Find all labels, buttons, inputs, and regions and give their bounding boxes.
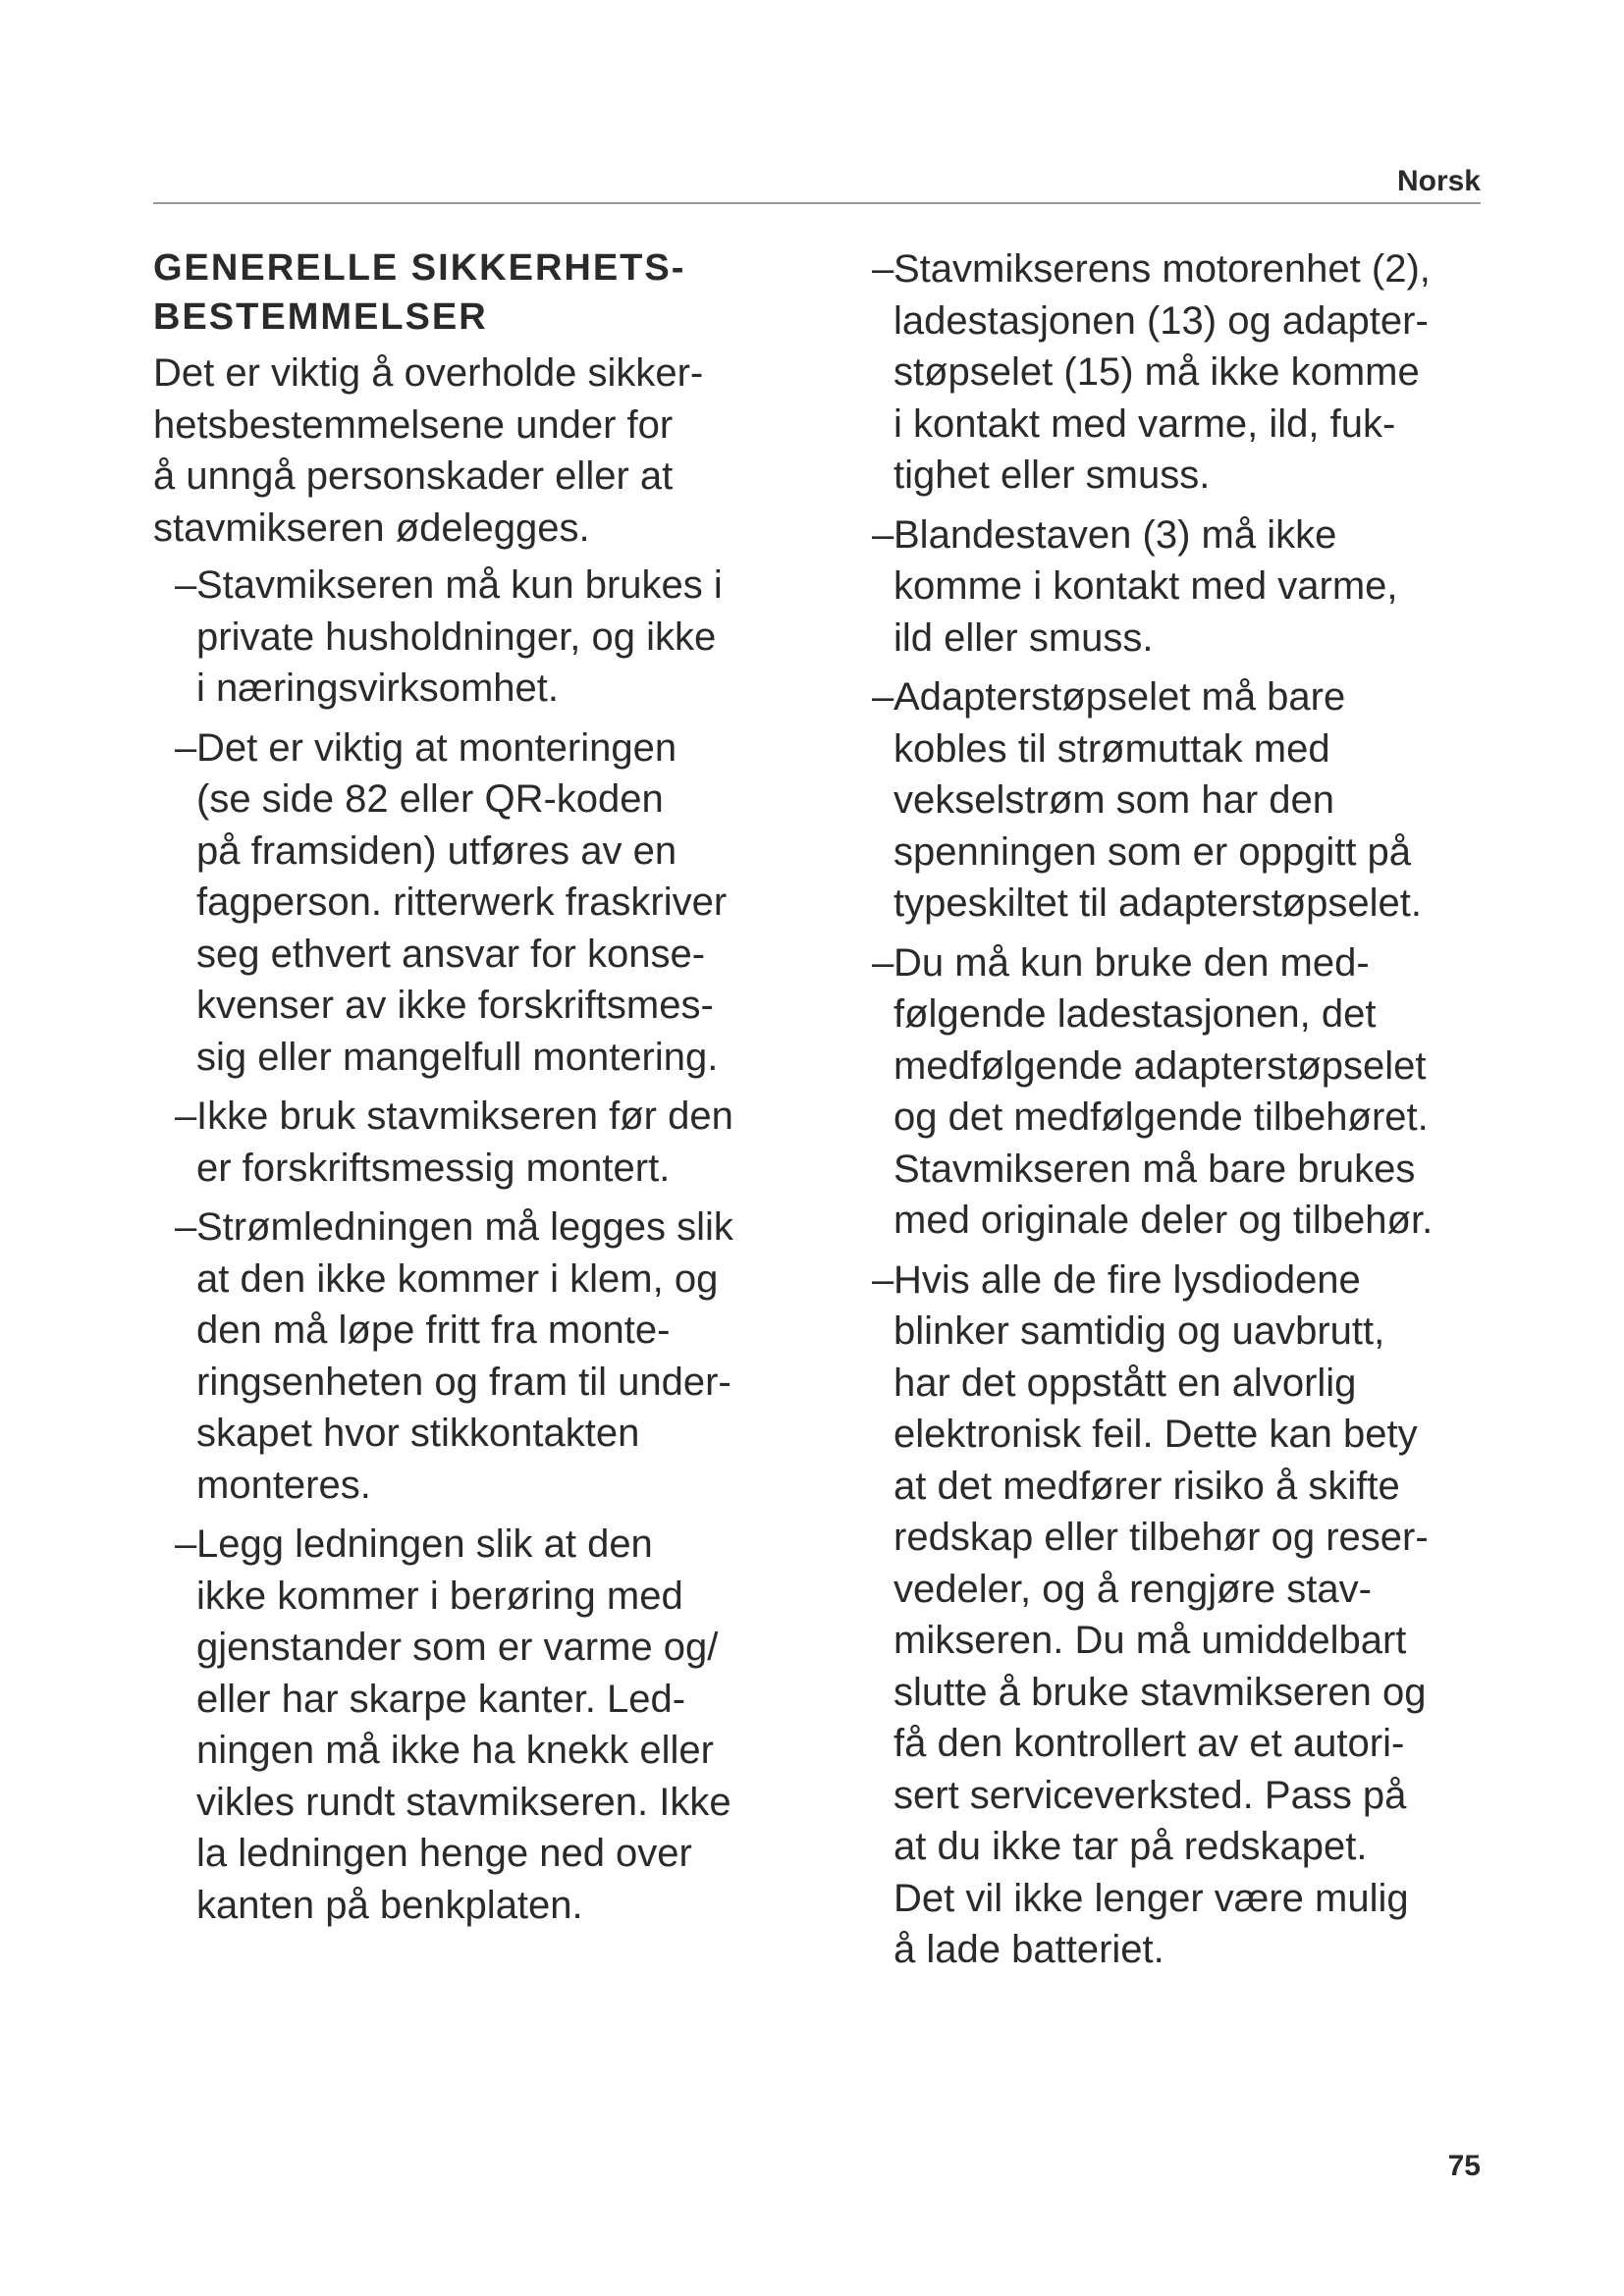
bullet-line: skapet hvor stikkontakten <box>196 1412 640 1455</box>
bullet-line: spenningen som er oppgitt på <box>893 829 1412 874</box>
bullet-line: følgende ladestasjonen, det <box>893 992 1377 1036</box>
bullet-item <box>872 671 1500 930</box>
intro-line: å unngå personskader eller at <box>153 454 674 498</box>
bullet-line: gjenstander som er varme og/ <box>196 1626 719 1669</box>
bullet-line: Stavmikseren må kun brukes i <box>196 563 723 607</box>
bullet-line: Det vil ikke lenger være mulig <box>893 1876 1409 1920</box>
bullet-line: kanten på benkplaten. <box>196 1883 583 1927</box>
bullet-line: komme i kontakt med varme, <box>893 564 1398 608</box>
bullet-line: ladestasjonen (13) og adapter- <box>893 298 1429 343</box>
bullet-line: Det er viktig at monteringen <box>196 725 677 770</box>
bullet-line: vikles rundt stavmikseren. Ikke <box>196 1780 731 1824</box>
bullet-line: på framsiden) utføres av en <box>196 828 677 873</box>
bullet-line: støpselet (15) må ikke komme <box>893 350 1420 394</box>
bullet-line: tighet eller smuss. <box>893 454 1211 497</box>
bullet-line: la ledningen henge ned over <box>196 1832 692 1875</box>
bullet-line: (se side 82 eller QR-koden <box>196 777 664 821</box>
intro-line: Det er viktig å overholde sikker- <box>153 351 704 395</box>
bullet-item <box>175 560 831 715</box>
bullet-line: fagperson. ritterwerk fraskriver <box>196 881 728 924</box>
bullet-dash: – <box>872 247 894 291</box>
bullet-dash: – <box>872 1257 894 1302</box>
bullet-item <box>175 722 831 1084</box>
bullet-line: i næringsvirksomhet. <box>196 667 560 710</box>
bullet-line: Stavmikseren må bare brukes <box>893 1147 1416 1191</box>
left-bullet-list <box>153 560 831 1931</box>
bullet-line: vedeler, og å rengjøre stav- <box>893 1567 1372 1611</box>
bullet-line: redskap eller tilbehør og reser- <box>893 1516 1429 1559</box>
bullet-item <box>175 1091 831 1194</box>
bullet-line: sert serviceverksted. Pass på <box>893 1773 1407 1817</box>
bullet-line: Ikke bruk stavmikseren før den <box>196 1095 733 1138</box>
bullet-line: Hvis alle de fire lysdiodene <box>893 1257 1361 1302</box>
bullet-dash: – <box>872 940 894 985</box>
bullet-line: Adapterstøpselet må bare <box>893 675 1346 719</box>
bullet-line: at det medfører risiko å skifte <box>893 1464 1400 1508</box>
bullet-line: mikseren. Du må umiddelbart <box>893 1619 1407 1662</box>
intro-line: hetsbestemmelsene under for <box>153 402 674 447</box>
bullet-dash: – <box>175 1522 197 1566</box>
bullet-item <box>175 1201 831 1511</box>
heading-line: BESTEMMELSER <box>153 296 488 338</box>
bullet-line: at du ikke tar på redskapet. <box>893 1825 1368 1868</box>
bullet-dash: – <box>175 725 197 770</box>
bullet-line: har det oppstått en alvorlig <box>893 1361 1357 1405</box>
left-column <box>153 243 831 1939</box>
bullet-item <box>872 243 1500 502</box>
bullet-line: Du må kun bruke den med- <box>893 940 1370 985</box>
bullet-item <box>872 1255 1500 1976</box>
bullet-line: elektronisk feil. Dette kan bety <box>893 1413 1418 1456</box>
bullet-item <box>872 509 1500 665</box>
bullet-line: Stavmikserens motorenhet (2), <box>893 247 1431 291</box>
bullet-line: at den ikke kommer i klem, og <box>196 1256 719 1301</box>
bullet-line: vekselstrøm som har den <box>893 778 1335 822</box>
page-number: 75 <box>1447 2150 1481 2182</box>
bullet-line: Legg ledningen slik at den <box>196 1522 653 1566</box>
bullet-line: med originale deler og tilbehør. <box>893 1199 1434 1242</box>
bullet-line: medfølgende adapterstøpselet <box>893 1043 1427 1088</box>
header-divider <box>153 202 1481 204</box>
section-heading <box>153 243 831 342</box>
bullet-line: blinker samtidig og uavbrutt, <box>893 1309 1385 1353</box>
bullet-line: ild eller smuss. <box>893 615 1154 660</box>
bullet-line: kvenser av ikke forskriftsmes- <box>196 984 714 1027</box>
right-bullet-list <box>872 243 1500 1976</box>
bullet-line: i kontakt med varme, ild, fuk- <box>893 401 1396 446</box>
bullet-line: ringsenheten og fram til under- <box>196 1360 731 1404</box>
bullet-line: og det medfølgende tilbehøret. <box>893 1095 1429 1139</box>
heading-line: GENERELLE SIKKERHETS- <box>153 247 686 289</box>
bullet-item <box>872 937 1500 1247</box>
bullet-line: den må løpe fritt fra monte- <box>196 1308 671 1352</box>
bullet-line: typeskiltet til adapterstøpselet. <box>893 881 1423 925</box>
right-column <box>872 243 1500 1984</box>
intro-line: stavmikseren ødelegges. <box>153 506 590 550</box>
bullet-line: seg ethvert ansvar for konse- <box>196 932 706 976</box>
bullet-line: å lade batteriet. <box>893 1928 1164 1971</box>
bullet-line: slutte å bruke stavmikseren og <box>893 1670 1427 1714</box>
bullet-line: ningen må ikke ha knekk eller <box>196 1729 714 1772</box>
language-label: Norsk <box>1396 165 1481 197</box>
bullet-line: Strømledningen må legges slik <box>196 1205 733 1249</box>
bullet-line: ikke kommer i berøring med <box>196 1574 683 1618</box>
bullet-dash: – <box>175 1205 197 1249</box>
bullet-dash: – <box>175 1095 197 1138</box>
bullet-line: private husholdninger, og ikke <box>196 614 717 659</box>
intro-paragraph <box>153 347 831 554</box>
bullet-line: eller har skarpe kanter. Led- <box>196 1677 686 1721</box>
bullet-dash: – <box>175 563 197 607</box>
bullet-item <box>175 1519 831 1931</box>
bullet-line: monteres. <box>196 1463 371 1507</box>
bullet-dash: – <box>872 512 894 557</box>
bullet-line: er forskriftsmessig montert. <box>196 1146 671 1190</box>
bullet-line: Blandestaven (3) må ikke <box>893 512 1337 557</box>
bullet-line: kobles til strømuttak med <box>893 726 1330 771</box>
bullet-dash: – <box>872 675 894 719</box>
bullet-line: få den kontrollert av et autori- <box>893 1722 1405 1765</box>
bullet-line: sig eller mangelfull montering. <box>196 1035 719 1079</box>
